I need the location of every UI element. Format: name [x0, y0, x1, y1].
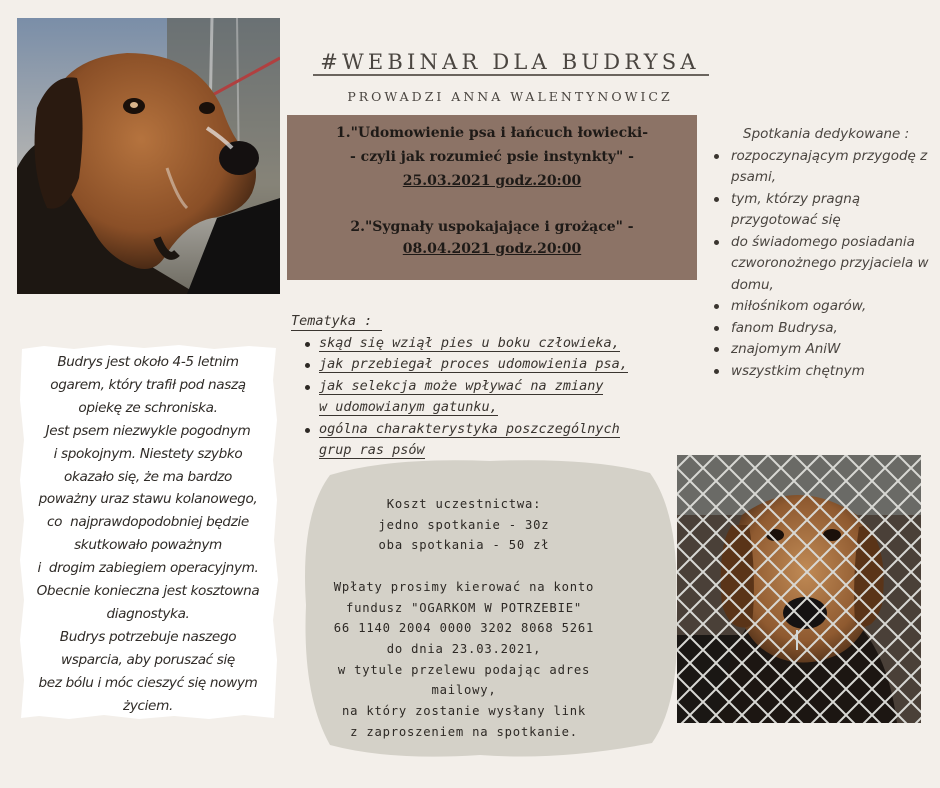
topics-title: Tematyka :: [291, 313, 382, 331]
title-underline: [313, 74, 709, 76]
payment-info: Koszt uczestnictwa: jedno spotkanie - 30z oba spotkania - 50 zł Wpłaty prosimy kierować na konto fundusz "OGARKOM W POTRZEBIE" 66 1140 2004 0000 3202 8068 5261 do dnia 23.03.2021, w tytule przelewu podając adres mailowy, na który zostanie wysłany link z zaproszeniem na spotkanie.: [333, 497, 595, 739]
audience-section: [712, 124, 932, 382]
audience-item: do świadomego posiadania czworonożnego przyjaciela w domu,: [712, 232, 932, 297]
session-1-line-1: 1."Udomowienie psa i łańcuch łowiecki-: [335, 125, 649, 141]
topic-text: grup ras psów: [319, 442, 425, 458]
dog-photo-bottom: [677, 455, 921, 723]
topic-text: w udomowianym gatunku,: [319, 399, 498, 415]
dog-photo-top: [17, 18, 280, 294]
audience-item: znajomym AniW: [712, 339, 932, 361]
topic-text: jak selekcja może wpływać na zmiany: [319, 377, 604, 394]
session-1-date: 25.03.2021 godz.20:00: [402, 173, 582, 189]
topic-continuation: [291, 397, 681, 419]
topics-section: [291, 311, 681, 462]
session-1-date-line: [287, 171, 697, 192]
session-2-date-line: [287, 239, 697, 260]
webinar-title: #WEBINAR DLA BUDRYSA: [320, 50, 700, 74]
session-2-date: 08.04.2021 godz.20:00: [402, 241, 582, 257]
audience-list: [712, 146, 932, 383]
topics-list: [291, 333, 681, 462]
sessions-box: [287, 115, 697, 280]
audience-item: fanom Budrysa,: [712, 318, 932, 340]
topic-item: [291, 376, 681, 398]
topic-item: [291, 354, 681, 376]
topic-text: skąd się wziął pies u boku człowieka,: [319, 334, 620, 351]
session-2-line-1: 2."Sygnały uspokajające i grożące" -: [350, 219, 634, 235]
audience-item: miłośnikom ogarów,: [712, 296, 932, 318]
topic-text: jak przebiegał proces udomowienia psa,: [319, 356, 628, 372]
topic-item: [291, 333, 681, 355]
audience-title: Spotkania dedykowane :: [743, 126, 910, 142]
host-subtitle: PROWADZI ANNA WALENTYNOWICZ: [347, 89, 673, 104]
session-1-line-2: - czyli jak rozumieć psie instynkty" -: [349, 149, 634, 165]
audience-item: rozpoczynającym przygodę z psami,: [712, 146, 932, 189]
audience-item: tym, którzy pragną przygotować się: [712, 189, 932, 232]
topic-item: [291, 419, 681, 441]
audience-item: wszystkim chętnym: [712, 361, 932, 383]
topic-text: ogólna charakterystyka poszczególnych: [319, 420, 620, 437]
story-text: Budrys jest około 4-5 letnim ogarem, który trafił pod naszą opiekę ze schroniska. Jest psem niezwykle pogodnym i spokojnym. Niestety szybko okazało się, że ma bardzo poważny uraz stawu kolanowego, co najprawdopodobniej będzie skutkowało poważnym i drogim zabiegiem operacyjnym. Obecnie konieczna jest kosztowna diagnostyka. Budrys potrzebuje naszego wsparcia, aby poruszać się bez bólu i móc cieszyć się nowym życiem.: [36, 354, 260, 714]
